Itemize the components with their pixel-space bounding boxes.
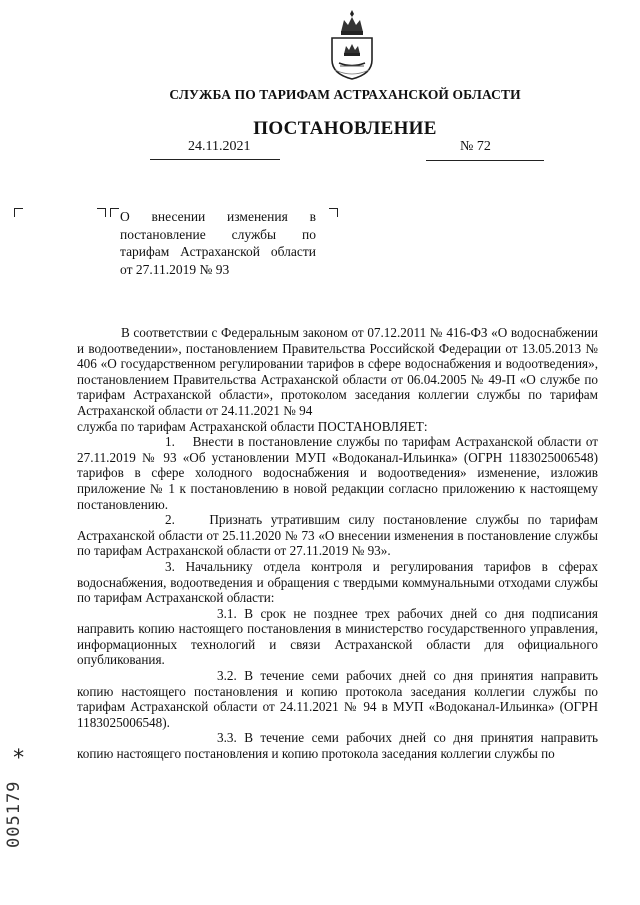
item-2 (77, 512, 598, 559)
date-underline (150, 159, 280, 160)
subitem-3-3 (77, 730, 598, 761)
item-number: 3.2. (217, 668, 237, 684)
item-number: 3. (165, 558, 175, 574)
subject-corner-mark-left-a (97, 208, 106, 217)
item-text: Внести в постановление службы по тарифам Астраханской области от 27.11.2019 № 93 «Об установлении МУП «Водоканал-Ильинка» (ОГРН 1183025006548) тарифов в сфере холодного водоснабжения и водоотведения» изменение, изложив приложение № 1 к постановлению в новой редакции согласно приложению к настоящему постановлению. (77, 434, 598, 512)
organization-name: СЛУЖБА ПО ТАРИФАМ АСТРАХАНСКОЙ ОБЛАСТИ (169, 87, 521, 102)
item-3 (77, 559, 598, 606)
item-1 (77, 434, 598, 512)
subitem-3-1 (77, 606, 598, 668)
decree-line: служба по тарифам Астраханской области ПОСТАНОВЛЯЕТ: (77, 418, 428, 434)
document-subject: О внесении изменения в постановление службы по тарифам Астраханской области от 27.11.2019 № 93 (120, 209, 316, 277)
preamble: В соответствии с Федеральным законом от 07.12.2011 № 416-ФЗ «О водоснабжении и водоотведении», постановлением Правительства Российской Федерации от 13.05.2013 № 406 «О государственном регулировании тарифов в сфере водоснабжения и водоотведения», постановлением Правительства Астраханской области от 06.04.2005 № 49-П «О службе по тарифам Астраханской области», протоколом заседания коллегии службы по тарифам Астраханской области от 24.11.2021 № 94 (77, 325, 598, 418)
item-number: 2. (165, 512, 175, 528)
subject-corner-mark-right (329, 208, 338, 217)
number-underline (426, 160, 544, 161)
item-text: В течение семи рабочих дней со дня принятия направить копию настоящего постановления и копию протокола заседания коллегии службы по (77, 730, 598, 762)
stamp-number: 005179 (4, 780, 24, 848)
item-text: В срок не позднее трех рабочих дней со дня подписания направить копию настоящего постановления в министерство государственного управления, информационных технологий и связи Астраханской области для официального опубликования. (77, 605, 598, 668)
margin-corner-mark (14, 208, 23, 217)
document-number: № 72 (460, 139, 491, 154)
item-text: Начальнику отдела контроля и регулирования тарифов в сферах водоснабжения, водоотведения и обращения с твердыми коммунальными отходами службы по тарифам Астраханской области: (77, 558, 599, 606)
item-text: Признать утратившим силу постановление службы по тарифам Астраханской области от 25.11.2020 № 73 «О внесении изменения в постановление службы по тарифам Астраханской области от 27.11.2019 № 93». (77, 512, 598, 559)
item-number: 1. (165, 434, 175, 450)
document-date: 24.11.2021 (188, 139, 251, 154)
stamp-star: * (12, 746, 26, 771)
subitem-3-2 (77, 668, 598, 730)
subject-corner-mark-left-b (110, 208, 119, 217)
item-number: 3.3. (217, 730, 237, 746)
coat-of-arms-emblem (327, 8, 377, 80)
item-number: 3.1. (217, 605, 237, 621)
document-type-title: ПОСТАНОВЛЕНИЕ (253, 118, 437, 139)
document-body (77, 325, 598, 762)
item-text: В течение семи рабочих дней со дня принятия направить копию настоящего постановления и копию протокола заседания коллегии службы по тарифам Астраханской области от 24.11.2021 № 94 в МУП «Водоканал-Ильинка» (ОГРН 1183025006548). (77, 668, 598, 730)
